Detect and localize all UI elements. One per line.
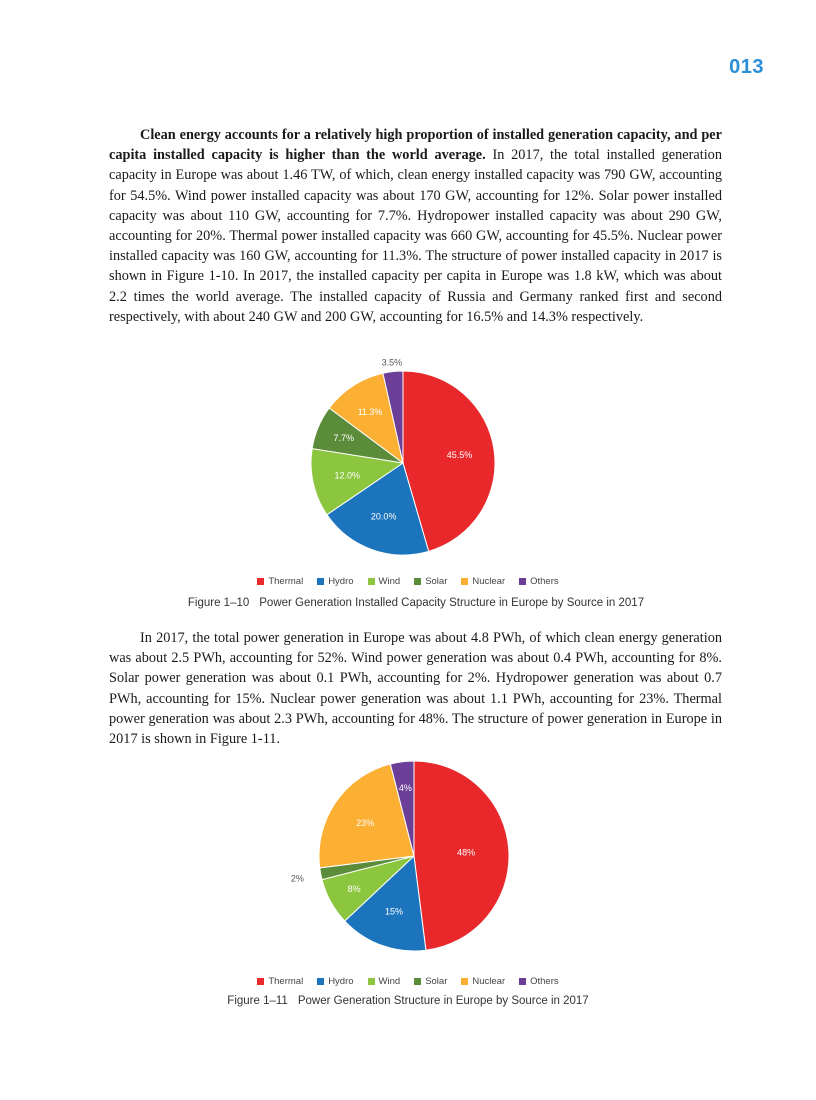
legend-label: Others [530, 576, 559, 587]
legend-label: Hydro [328, 976, 354, 987]
legend-item-nuclear [461, 976, 505, 987]
legend-item-hydro [317, 976, 353, 987]
paragraph-body: In 2017, the total installed generation capacity in Europe was about 1.46 TW, of which, clean energy installed capacity was 790 GW, accounting for 54.5%. Wind power installed capacity was about 170 GW, accounting for 12%. Solar power installed capacity was about 110 GW, accounting for 7.7%. Hydropower installed capacity was about 290 GW, accounting for 20%. Thermal power installed capacity was 660 GW, accounting for 45.5%. Nuclear power installed capacity was 160 GW, accounting for 11.3%. The structure of power installed capacity in 2017 is shown in Figure 1-10. In 2017, the installed capacity per capita in Europe was 1.8 kW, which was about 2.2 times the world average. The installed capacity of Russia and Germany ranked first and second respectively, with about 240 GW and 200 GW, accounting for 16.5% and 14.3% respectively. [109, 147, 722, 325]
figure-title: Power Generation Structure in Europe by Source in 2017 [297, 995, 589, 1007]
data-label-wind: 8% [347, 884, 361, 894]
legend-item-solar [414, 976, 447, 987]
legend-swatch [368, 978, 375, 985]
legend-item-solar [414, 576, 447, 587]
figure-caption [8, 597, 816, 609]
data-label-others: 4% [398, 783, 412, 794]
figure-number: Figure 1–10 [187, 597, 250, 609]
legend-label: Wind [378, 576, 401, 587]
legend-swatch [257, 978, 264, 985]
figure-title: Power Generation Installed Capacity Structure in Europe by Source in 2017 [259, 597, 645, 609]
data-label-thermal: 45.5% [446, 450, 473, 460]
legend-swatch [414, 578, 421, 585]
pie-chart-installed-capacity [300, 357, 510, 560]
legend-item-thermal [257, 576, 303, 587]
legend-swatch [461, 978, 468, 985]
legend-label: Solar [425, 976, 448, 987]
legend-swatch [317, 578, 324, 585]
page-number: 013 [729, 56, 764, 78]
legend-swatch [257, 578, 264, 585]
figure-number: Figure 1–11 [227, 995, 288, 1007]
data-label-solar: 2% [290, 873, 304, 884]
legend-item-nuclear [461, 576, 505, 587]
legend-label: Nuclear [472, 576, 506, 587]
legend-swatch [368, 578, 375, 585]
legend-item-others [519, 976, 559, 987]
legend-swatch [414, 978, 421, 985]
data-label-solar: 7.7% [333, 433, 354, 443]
pie-chart-power-generation [290, 758, 520, 958]
paragraph-power-generation: In 2017, the total power generation in Europe was about 4.8 PWh, of which clean energy generation was about 2.5 PWh, accounting for 52%. Wind power generation was about 0.4 PWh, accounting for 8%. Solar power generation was about 0.1 PWh, accounting for 2%. Hydropower generation was about 0.7 PWh, accounting for 15%. Nuclear power generation was about 1.1 PWh, accounting for 23%. Thermal power generation was about 2.3 PWh, accounting for 48%. The structure of power generation in Europe in 2017 is shown in Figure 1-11. [109, 630, 722, 748]
legend-label: Hydro [328, 576, 354, 587]
chart-legend [0, 976, 816, 987]
legend-swatch [519, 978, 526, 985]
data-label-others: 3.5% [381, 357, 403, 368]
data-label-nuclear: 23% [356, 817, 375, 828]
chart-legend [0, 576, 816, 587]
legend-label: Others [530, 976, 559, 987]
legend-label: Nuclear [472, 976, 506, 987]
legend-label: Solar [425, 576, 448, 587]
legend-label: Thermal [268, 576, 304, 587]
legend-swatch [317, 978, 324, 985]
legend-swatch [519, 578, 526, 585]
data-label-wind: 12.0% [334, 470, 361, 481]
legend-label: Wind [378, 976, 401, 987]
legend-item-hydro [317, 576, 353, 587]
data-label-hydro: 20.0% [370, 511, 397, 522]
data-label-nuclear: 11.3% [357, 407, 383, 417]
legend-item-wind [368, 576, 401, 587]
legend-swatch [461, 578, 468, 585]
legend-item-thermal [257, 976, 303, 987]
legend-item-others [519, 576, 559, 587]
paragraph-installed-capacity [109, 125, 722, 327]
legend-label: Thermal [268, 976, 304, 987]
figure-caption [0, 995, 816, 1007]
legend-item-wind [368, 976, 401, 987]
paragraph-bold-lead: Clean energy accounts for a relatively high proportion of installed generation capacity, and per capita installed capacity is higher than the world average. [109, 127, 722, 164]
data-label-hydro: 15% [384, 906, 404, 917]
data-label-thermal: 48% [457, 847, 476, 858]
